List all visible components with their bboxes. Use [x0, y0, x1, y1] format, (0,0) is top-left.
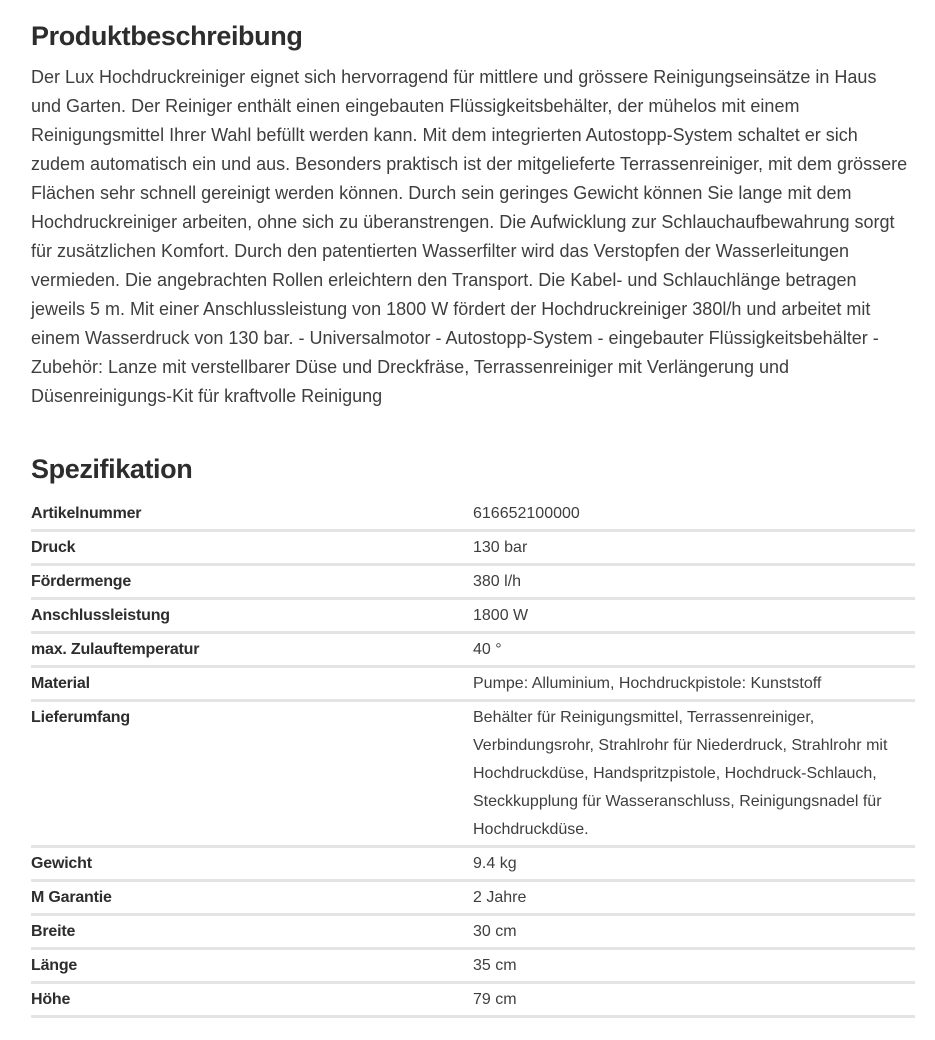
spec-value: 380 l/h [473, 565, 915, 599]
spec-label: M Garantie [31, 881, 473, 915]
spec-label: max. Zulauftemperatur [31, 633, 473, 667]
spec-value: 40 ° [473, 633, 915, 667]
spec-label: Material [31, 667, 473, 701]
spec-row [31, 667, 915, 701]
spec-label: Fördermenge [31, 565, 473, 599]
spec-value: 1800 W [473, 599, 915, 633]
spec-value: 79 cm [473, 983, 915, 1017]
spec-row [31, 565, 915, 599]
spec-row [31, 531, 915, 565]
spec-value: 616652100000 [473, 498, 915, 531]
spec-value: Behälter für Reinigungsmittel, Terrassenreiniger, Verbindungsrohr, Strahlrohr für Niederdruck, Strahlrohr mit Hochdruckdüse, Handspritzpistole, Hochdruck-Schlauch, Steckkupplung für Wasseranschluss, Reinigungsnadel für Hochdruckdüse. [473, 701, 915, 847]
spec-row [31, 633, 915, 667]
product-description-title: Produktbeschreibung [31, 21, 303, 51]
spec-value: 30 cm [473, 915, 915, 949]
spec-table-body [31, 498, 915, 1017]
spec-row [31, 498, 915, 531]
spec-label: Druck [31, 531, 473, 565]
spec-row [31, 701, 915, 847]
spec-label: Breite [31, 915, 473, 949]
spec-value: 130 bar [473, 531, 915, 565]
spec-row [31, 949, 915, 983]
spec-label: Artikelnummer [31, 498, 473, 531]
spec-label: Länge [31, 949, 473, 983]
spec-label: Lieferumfang [31, 701, 473, 847]
spec-row [31, 599, 915, 633]
product-description-text: Der Lux Hochdruckreiniger eignet sich hervorragend für mittlere und grössere Reinigungseinsätze in Haus und Garten. Der Reiniger enthält einen eingebauten Flüssigkeitsbehälter, der mühelos mit einem Reinigungsmittel Ihrer Wahl befüllt werden kann. Mit dem integrierten Autostopp-System schaltet er sich zudem automatisch ein und aus. Besonders praktisch ist der mitgelieferte Terrassenreiniger, mit dem grössere Flächen sehr schnell gereinigt werden können. Durch sein geringes Gewicht können Sie lange mit dem Hochdruckreiniger arbeiten, ohne sich zu überanstrengen. Die Aufwicklung zur Schlauchaufbewahrung sorgt für zusätzlichen Komfort. Durch den patentierten Wasserfilter wird das Verstopfen der Wasserleitungen vermieden. Die angebrachten Rollen erleichtern den Transport. Die Kabel- und Schlauchlänge betragen jeweils 5 m. Mit einer Anschlussleistung von 1800 W fördert der Hochdruckreiniger 380l/h und arbeitet mit einem Wasserdruck von 130 bar. - Universalmotor - Autostopp-System - eingebauter Flüssigkeitsbehälter - Zubehör: Lanze mit verstellbarer Düse und Dreckfräse, Terrassenreiniger mit Verlängerung und Düsenreinigungs-Kit für kraftvolle Reinigung [31, 67, 908, 406]
spec-row [31, 881, 915, 915]
spec-value: Pumpe: Alluminium, Hochdruckpistole: Kunststoff [473, 667, 915, 701]
spec-label: Höhe [31, 983, 473, 1017]
spec-row [31, 915, 915, 949]
spec-label: Gewicht [31, 847, 473, 881]
spec-row [31, 847, 915, 881]
spec-value: 2 Jahre [473, 881, 915, 915]
specification-table [31, 498, 915, 1018]
spec-label: Anschlussleistung [31, 599, 473, 633]
specification-title: Spezifikation [31, 454, 193, 484]
spec-value: 9.4 kg [473, 847, 915, 881]
spec-value: 35 cm [473, 949, 915, 983]
spec-row [31, 983, 915, 1017]
